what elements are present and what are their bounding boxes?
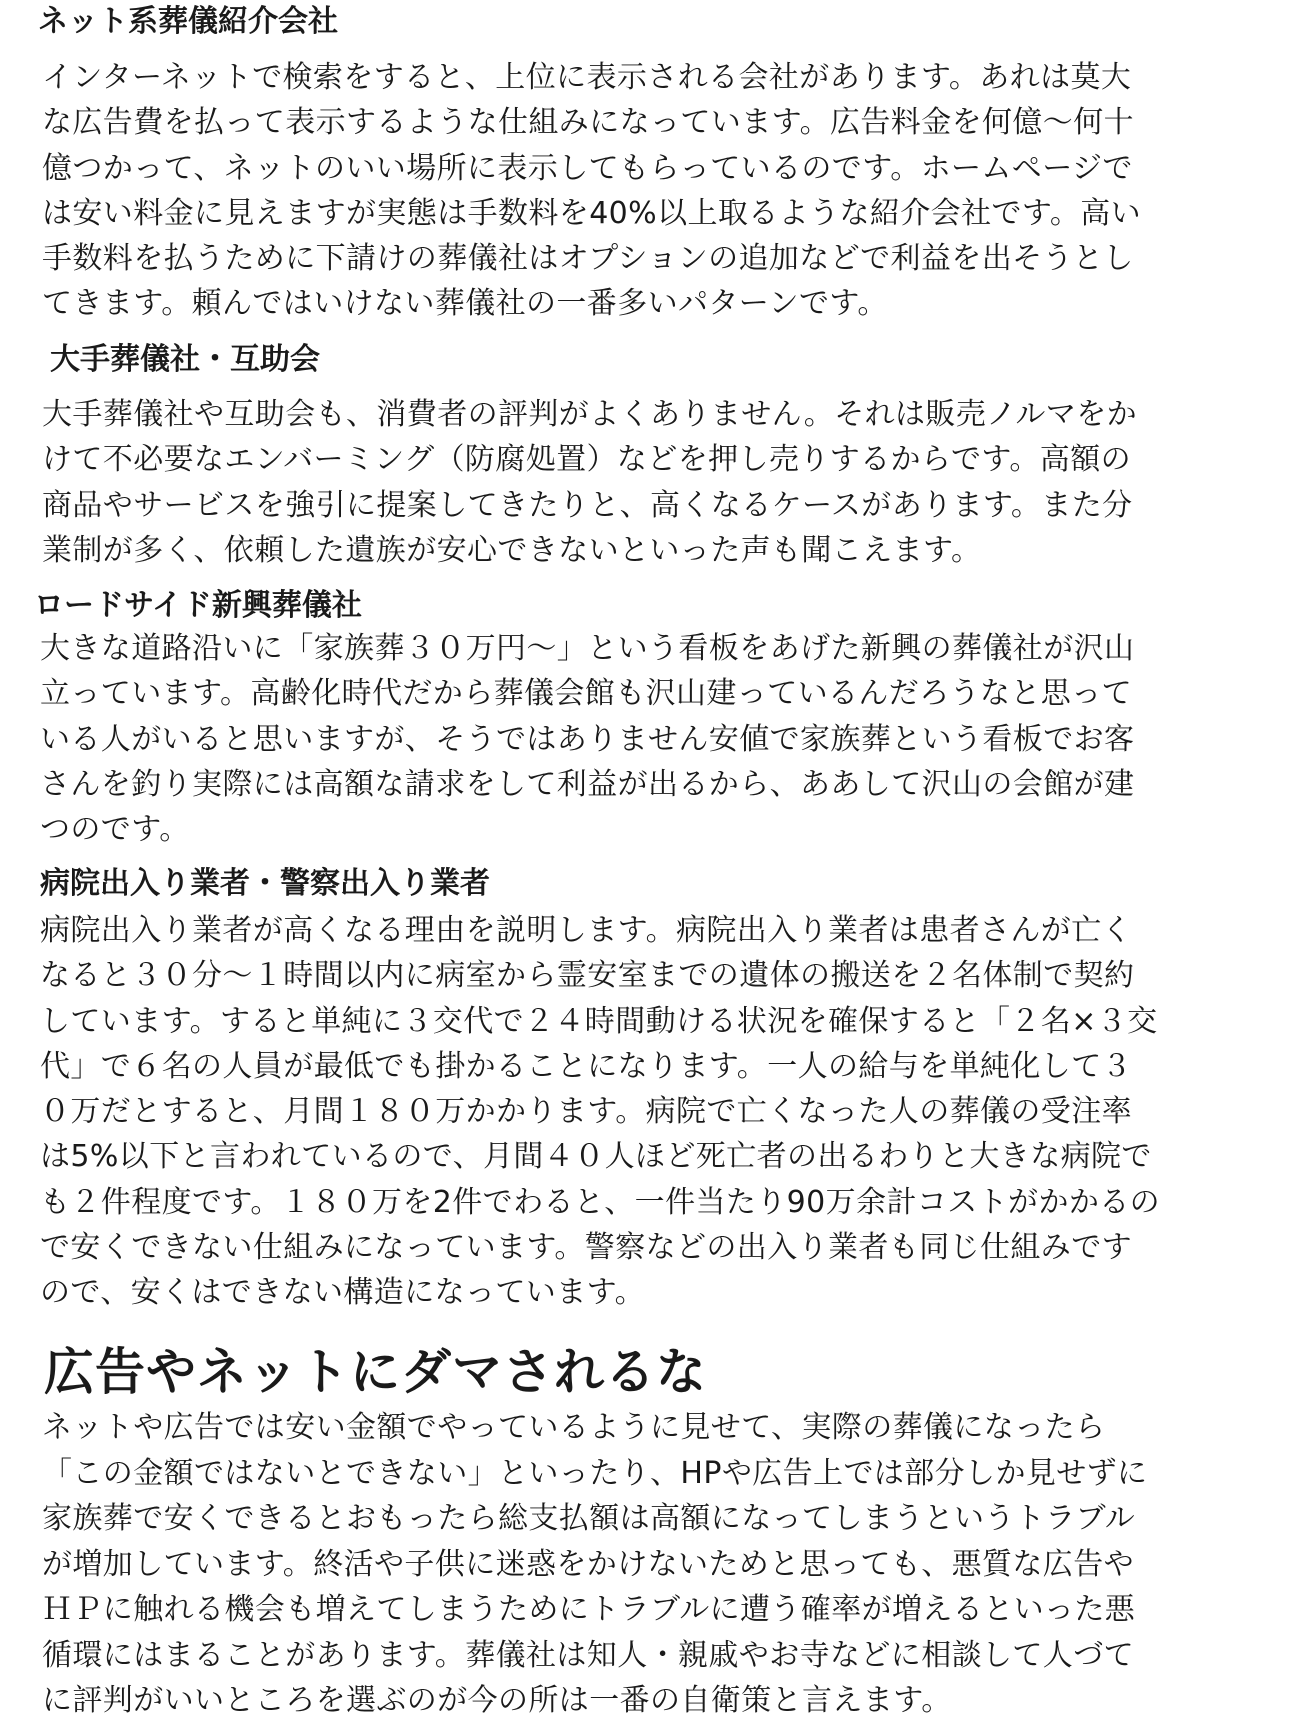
paragraph-line: で安くできない仕組みになっています。警察などの出入り業者も同じ仕組みです: [40, 1230, 1132, 1266]
paragraph-line: は安い料金に見えますが実態は手数料を40%以上取るような紹介会社です。高い: [42, 195, 1142, 231]
section-heading-net-funeral-brokers: ネット系葬儀紹介会社: [38, 4, 338, 39]
paragraph-line: つのです。: [40, 812, 190, 848]
paragraph-line: さんを釣り実際には高額な請求をして利益が出るから、ああして沢山の会館が建: [40, 766, 1135, 802]
paragraph-line: 「この金額ではないとできない」といったり、HPや広告上では部分しか見せずに: [42, 1455, 1148, 1491]
paragraph-line: ので、安くはできない構造になっています。: [40, 1275, 645, 1311]
section-heading-major-funeral-companies: 大手葬儀社・互助会: [50, 342, 320, 377]
paragraph-line: 業制が多く、依頼した遺族が安心できないといった声も聞こえます。: [42, 532, 982, 568]
section-body-hospital-police-contractors: [40, 908, 1160, 1316]
section-body-net-funeral-brokers: [42, 55, 1141, 327]
paragraph-line: 手数料を払うために下請けの葬儀社はオプションの追加などで利益を出そうとし: [42, 241, 1134, 277]
paragraph-line: ＨＰに触れる機会も増えてしまうためにトラブルに遭う確率が増えるといった悪: [42, 1592, 1136, 1627]
paragraph-line: 大手葬儀社や互助会も、消費者の評判がよくありません。それは販売ノルマをか: [42, 397, 1137, 432]
section-body-dont-be-fooled: [42, 1405, 1147, 1724]
paragraph-line: 家族葬で安くできるとおもったら総支払額は高額になってしまうというトラブル: [42, 1501, 1136, 1536]
paragraph-line: 商品やサービスを強引に提案してきたりと、高くなるケースがあります。また分: [42, 487, 1133, 523]
paragraph-line: も２件程度です。１８０万を2件でわると、一件当たり90万余計コストがかかるの: [40, 1184, 1161, 1220]
paragraph-line: インターネットで検索をすると、上位に表示される会社があります。あれは莫大: [42, 60, 1132, 95]
paragraph-line: 病院出入り業者が高くなる理由を説明します。病院出入り業者は患者さんが亡く: [40, 913, 1132, 948]
paragraph-line: は5%以下と言われているので、月間４０人ほど死亡者の出るわりと大きな病院で: [40, 1139, 1152, 1175]
paragraph-line: いる人がいると思いますが、そうではありません安値で家族葬という看板でお客: [40, 721, 1135, 757]
paragraph-line: に評判がいいところを選ぶのが今の所は一番の自衛策と言えます。: [42, 1683, 952, 1718]
paragraph-line: が増加しています。終活や子供に迷惑をかけないためと思っても、悪質な広告や: [42, 1546, 1134, 1582]
paragraph-line: てきます。頼んではいけない葬儀社の一番多いパターンです。: [42, 286, 888, 322]
paragraph-line: 立っています。高齢化時代だから葬儀会館も沢山建っているんだろうなと思って: [40, 676, 1132, 712]
paragraph-line: ネットや広告では安い金額でやっているように見せて、実際の葬儀になったら: [42, 1410, 1106, 1445]
paragraph-line: 大きな道路沿いに「家族葬３０万円～」という看板をあげた新興の葬儀社が沢山: [40, 631, 1135, 666]
paragraph-line: ０万だとすると、月間１８０万かかります。病院で亡くなった人の葬儀の受注率: [40, 1094, 1132, 1130]
section-heading-hospital-police-contractors: 病院出入り業者・警察出入り業者: [40, 866, 490, 901]
section-body-roadside-funeral-companies: [40, 626, 1134, 852]
paragraph-line: けて不必要なエンバーミング（防腐処置）などを押し売りするからです。高額の: [42, 442, 1131, 478]
paragraph-line: な広告費を払って表示するような仕組みになっています。広告料金を何億～何十: [42, 105, 1134, 141]
paragraph-line: 代」で６名の人員が最低でも掛かることになります。一人の給与を単純化して３: [40, 1048, 1132, 1084]
section-heading-dont-be-fooled: 広告やネットにダマされるな: [44, 1343, 707, 1401]
section-heading-roadside-funeral-companies: ロードサイド新興葬儀社: [34, 588, 362, 623]
section-body-major-funeral-companies: [42, 392, 1137, 573]
paragraph-line: なると３０分～１時間以内に病室から霊安室までの遺体の搬送を２名体制で契約: [40, 958, 1135, 994]
paragraph-line: しています。すると単純に３交代で２４時間動ける状況を確保すると「２名×３交: [40, 1003, 1158, 1039]
paragraph-line: 億つかって、ネットのいい場所に表示してもらっているのです。ホームページで: [42, 150, 1133, 186]
paragraph-line: 循環にはまることがあります。葬儀社は知人・親戚やお寺などに相談して人づて: [42, 1637, 1134, 1673]
